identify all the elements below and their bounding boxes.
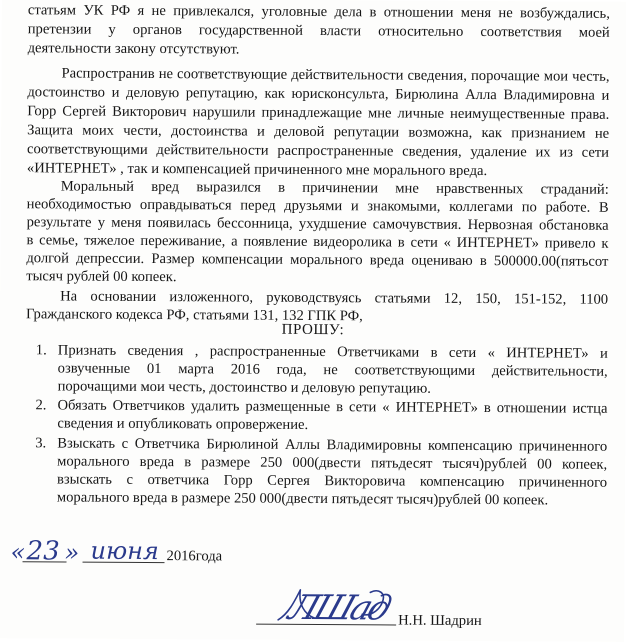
body-line: претензии у органов государственной власти относительно соответствия моей [27, 21, 610, 41]
body-line: На основании изложенного, руководствуясь статьями 12, 150, 151-152, 1100 [60, 288, 609, 308]
request-heading: ПРОШУ: [281, 321, 345, 339]
body-line: в семье, тяжелое переживание, а появление видеоролика в сети « ИНТЕРНЕТ» привело к [26, 232, 609, 252]
item-line: сведения и опубликовать опровержение. [57, 415, 309, 433]
item-line: Обязать Ответчиков удалить размещенные в сети « ИНТЕРНЕТ» в отношении истца [57, 397, 608, 417]
body-line: Горр Сергей Викторович нарушили принадлежащие мне личные неимущественные права. [27, 103, 610, 123]
signature-flourish [274, 584, 394, 627]
date-month: июня [90, 536, 159, 566]
body-line: «ИНТЕРНЕТ» , так и компенсацией причиненного мне морального вреда. [26, 160, 488, 180]
item-number: 3. [35, 435, 47, 452]
body-line: Распространив не соответствующие действительности сведения, порочащие мои честь, [61, 65, 610, 85]
body-line: статьям УК РФ я не привлекался, уголовные дела в отношении меня не возбуждались, [27, 2, 610, 22]
body-line: необходимостью оправдываться перед друзьями и знакомыми, коллегами по работе. В [26, 196, 609, 216]
signer-name: Н.Н. Шадрин [398, 612, 482, 630]
body-line: соответствующими действительности распространенные сведения, удаление их из сети [26, 141, 610, 161]
date-day: 23 [26, 536, 60, 567]
item-line: Признать сведения , распространенные Ответчиками в сети « ИНТЕРНЕТ» и [57, 342, 608, 362]
handwritten-signature: ЛШад [283, 587, 394, 629]
body-line: Гражданского кодекса РФ, статьями 131, 132 ГПК РФ, [25, 306, 363, 325]
body-line: деятельности закону отсутствуют. [27, 40, 240, 58]
item-number: 2. [35, 397, 47, 414]
body-line: Защита моих чести, достоинства и деловой репутации возможна, как признанием не [27, 122, 610, 142]
item-number: 1. [35, 342, 47, 359]
item-line: морального вреда в размере 250 000(двести пятьдесят тысяч)рублей 00 копеек, [57, 453, 608, 473]
date-open-quote: « [10, 538, 26, 567]
item-line: Взыскать с Ответчика Бирюлиной Аллы Владимировны компенсацию причиненного [57, 435, 608, 455]
body-line: тысяч рублей 00 копеек. [26, 268, 177, 286]
item-line: морального вреда в размере 250 000(двести пятьдесят тысяч)рублей 00 копеек. [56, 489, 549, 509]
body-line: долгой депрессии. Размер компенсации морального вреда оцениваю в 500000.00(пятьсот [26, 250, 609, 270]
item-line: озвученные 01 марта 2016 года, не соответствующими действительности, [57, 360, 608, 380]
body-line: достоинство и деловую репутацию, как юрисконсульта, Бирюлина Алла Владимировна и [27, 84, 610, 104]
date-close-quote: » [64, 538, 80, 567]
date-year: 2016года [166, 548, 223, 565]
body-line: результате у меня появилась бессонница, ухудшение самочувствия. Нервозная обстановка [26, 214, 609, 234]
item-line: взыскать с ответчика Горр Сергея Викторовича компенсацию причиненного [56, 471, 608, 491]
item-line: порочащими мои честь, достоинство и деловую репутацию. [57, 378, 432, 397]
body-line: Моральный вред выразился в причинении мне нравственных страданий: [60, 178, 609, 198]
